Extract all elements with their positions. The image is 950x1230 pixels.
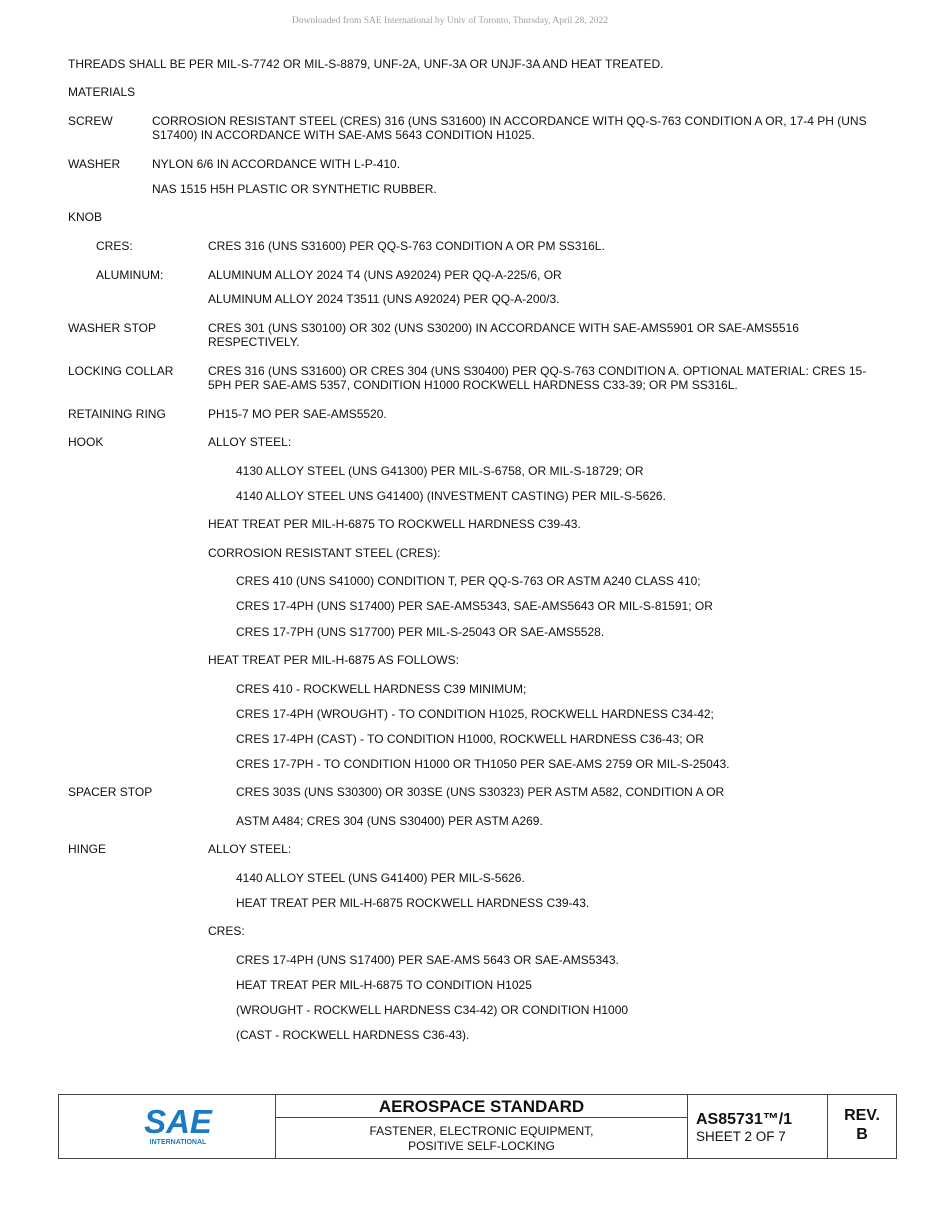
hook-ht-2: CRES 17-4PH (WROUGHT) - TO CONDITION H1025, ROCKWELL HARDNESS C34-42;: [236, 707, 714, 721]
download-notice: Downloaded from SAE International by Univ of Toronto, Thursday, April 28, 2022: [291, 16, 609, 26]
knob-aluminum-line-2: ALUMINUM ALLOY 2024 T3511 (UNS A92024) PER QQ-A-200/3.: [208, 292, 560, 306]
standard-title: AEROSPACE STANDARD: [276, 1095, 687, 1118]
retaining-ring-text: PH15-7 MO PER SAE-AMS5520.: [208, 407, 387, 421]
washer-stop-text: CRES 301 (UNS S30100) OR 302 (UNS S30200) IN ACCORDANCE WITH SAE-AMS5901 OR SAE-AMS5516 RESPECTIVELY.: [208, 321, 799, 349]
washer-line-2: NAS 1515 H5H PLASTIC OR SYNTHETIC RUBBER.: [152, 182, 437, 196]
hook-cres-3: CRES 17-7PH (UNS S17700) PER MIL-S-25043 OR SAE-AMS5528.: [236, 625, 605, 639]
subtitle-line-2: POSITIVE SELF-LOCKING: [408, 1139, 555, 1153]
hook-alloy-1: 4130 ALLOY STEEL (UNS G41300) PER MIL-S-6758, OR MIL-S-18729; OR: [236, 464, 644, 478]
spacer-stop-line-2: ASTM A484; CRES 304 (UNS S30400) PER ASTM A269.: [236, 814, 543, 828]
knob-aluminum-line-1: ALUMINUM ALLOY 2024 T4 (UNS A92024) PER QQ-A-225/6, OR: [208, 268, 562, 282]
hinge-alloy-1: 4140 ALLOY STEEL (UNS G41400) PER MIL-S-5626.: [236, 871, 525, 885]
knob-cres-text: CRES 316 (UNS S31600) PER QQ-S-763 CONDITION A OR PM SS316L.: [208, 239, 605, 253]
hinge-cres-heading: CRES:: [208, 924, 245, 938]
document-number: AS85731™/1: [696, 1111, 793, 1128]
logo-subtext: INTERNATIONAL: [149, 1139, 207, 1146]
locking-collar-label: LOCKING COLLAR: [68, 364, 174, 378]
knob-aluminum-label: ALUMINUM:: [96, 268, 164, 282]
hinge-alloy-2: HEAT TREAT PER MIL-H-6875 ROCKWELL HARDNESS C39-43.: [236, 896, 590, 910]
standard-cell: [276, 1095, 688, 1158]
hinge-cres-2: HEAT TREAT PER MIL-H-6875 TO CONDITION H1025: [236, 978, 532, 992]
hinge-alloy-heading: ALLOY STEEL:: [208, 842, 292, 856]
logo-cell: [59, 1095, 276, 1158]
hinge-label: HINGE: [68, 842, 107, 856]
retaining-ring-label: RETAINING RING: [68, 407, 166, 421]
knob-label: KNOB: [68, 210, 103, 224]
logo-mark: SAE: [144, 1105, 212, 1140]
hinge-cres-4: (CAST - ROCKWELL HARDNESS C36-43).: [236, 1028, 470, 1042]
materials-heading: MATERIALS: [68, 85, 136, 99]
hook-heat-treat-2: HEAT TREAT PER MIL-H-6875 AS FOLLOWS:: [208, 653, 459, 667]
sheet-number: SHEET 2 OF 7: [696, 1129, 786, 1144]
hook-cres-1: CRES 410 (UNS S41000) CONDITION T, PER QQ-S-763 OR ASTM A240 CLASS 410;: [236, 574, 701, 588]
hinge-cres-1: CRES 17-4PH (UNS S17400) PER SAE-AMS 5643 OR SAE-AMS5343.: [236, 953, 619, 967]
washer-label: WASHER: [68, 157, 121, 171]
hook-label: HOOK: [68, 435, 104, 449]
hook-ht-4: CRES 17-7PH - TO CONDITION H1000 OR TH1050 PER SAE-AMS 2759 OR MIL-S-25043.: [236, 757, 730, 771]
standard-subtitle: [276, 1124, 687, 1154]
hook-cres-heading: CORROSION RESISTANT STEEL (CRES):: [208, 546, 441, 560]
spacer-stop-line-1: CRES 303S (UNS S30300) OR 303SE (UNS S30323) PER ASTM A582, CONDITION A OR: [236, 785, 725, 799]
revision-cell: [828, 1095, 896, 1158]
spacer-stop-label: SPACER STOP: [68, 785, 153, 799]
revision-label: REV.: [844, 1107, 880, 1124]
sae-logo: [143, 1105, 213, 1147]
washer-stop-label: WASHER STOP: [68, 321, 157, 335]
revision-value: B: [856, 1126, 868, 1143]
subtitle-line-1: FASTENER, ELECTRONIC EQUIPMENT,: [369, 1124, 594, 1138]
hook-cres-2: CRES 17-4PH (UNS S17400) PER SAE-AMS5343, SAE-AMS5643 OR MIL-S-81591; OR: [236, 599, 713, 613]
screw-label: SCREW: [68, 114, 113, 128]
title-block: [58, 1094, 897, 1159]
locking-collar-text: CRES 316 (UNS S31600) OR CRES 304 (UNS S30400) PER QQ-S-763 CONDITION A. OPTIONAL MATERIAL: CRES 15-5PH PER SAE-AMS 5357, CONDITION H1000 ROCKWELL HARDNESS C33-39; OR PM SS316L.: [208, 364, 867, 392]
threads-note: THREADS SHALL BE PER MIL-S-7742 OR MIL-S-8879, UNF-2A, UNF-3A OR UNJF-3A AND HEAT TREATED.: [68, 57, 664, 71]
knob-cres-label: CRES:: [96, 239, 133, 253]
document-number-cell: [688, 1095, 828, 1158]
hook-heat-treat-1: HEAT TREAT PER MIL-H-6875 TO ROCKWELL HARDNESS C39-43.: [208, 517, 581, 531]
washer-line-1: NYLON 6/6 IN ACCORDANCE WITH L-P-410.: [152, 157, 401, 171]
hook-ht-3: CRES 17-4PH (CAST) - TO CONDITION H1000, ROCKWELL HARDNESS C36-43; OR: [236, 732, 704, 746]
hinge-cres-3: (WROUGHT - ROCKWELL HARDNESS C34-42) OR CONDITION H1000: [236, 1003, 629, 1017]
screw-text: CORROSION RESISTANT STEEL (CRES) 316 (UNS S31600) IN ACCORDANCE WITH QQ-S-763 CONDITION A OR, 17-4 PH (UNS S17400) IN ACCORDANCE WITH SAE-AMS 5643 CONDITION H1025.: [152, 114, 867, 142]
hook-alloy-heading: ALLOY STEEL:: [208, 435, 292, 449]
hook-ht-1: CRES 410 - ROCKWELL HARDNESS C39 MINIMUM;: [236, 682, 527, 696]
hook-alloy-2: 4140 ALLOY STEEL UNS G41400) (INVESTMENT CASTING) PER MIL-S-5626.: [236, 489, 666, 503]
